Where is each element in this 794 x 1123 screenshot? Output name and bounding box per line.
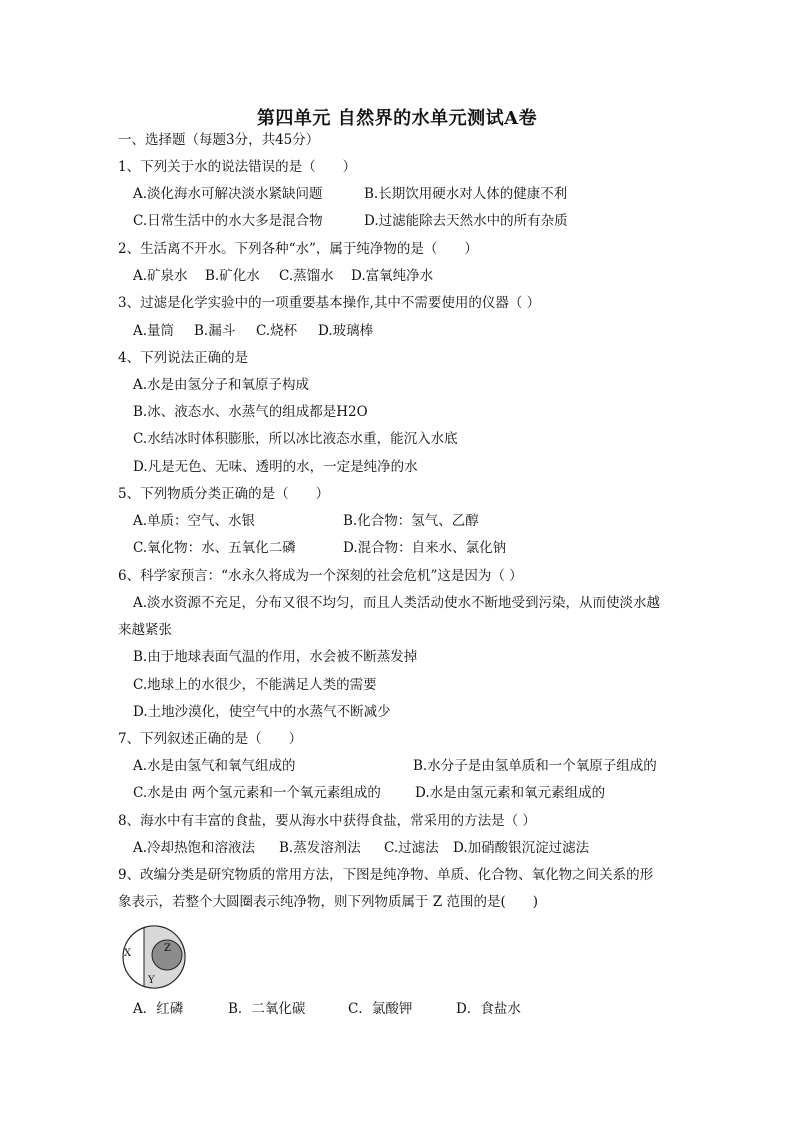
question-1-option-b: B.长期饮用硬水对人体的健康不利 (364, 186, 568, 202)
question-1-option-d: D.过滤能除去天然水中的所有杂质 (364, 213, 568, 229)
question-9-option-b: B．二氧化碳 (228, 1001, 306, 1017)
question-4-option-b: B.冰、液态水、水蒸气的组成都是H2O (133, 404, 368, 420)
question-7-option-c: C.水是由 两个氢元素和一个氧元素组成的 (133, 785, 381, 801)
question-8-option-d: D.加硝酸银沉淀过滤法 (453, 840, 590, 856)
question-6-option-c: C.地球上的水很少，不能满足人类的需要 (133, 677, 377, 693)
question-9-option-c: C．氯酸钾 (348, 1001, 413, 1017)
question-3-option-c: C.烧杯 (256, 323, 298, 339)
question-7-option-b: B.水分子是由氢单质和一个氧原子组成的 (413, 758, 657, 774)
venn-label-x: X (124, 948, 132, 959)
question-8-option-c: C.过滤法 (384, 840, 439, 856)
question-4-stem: 4、下列说法正确的是 (118, 350, 249, 366)
question-5-option-c: C.氧化物：水、五氧化二磷 (133, 540, 296, 556)
question-6-option-d: D.土地沙漠化，使空气中的水蒸气不断减少 (133, 704, 391, 720)
question-6-option-b: B.由于地球表面气温的作用，水会被不断蒸发掉 (133, 649, 418, 665)
venn-label-z: Z (164, 943, 171, 954)
question-8-option-b: B.蒸发溶剂法 (279, 840, 361, 856)
question-1-option-a: A.淡化海水可解决淡水紧缺问题 (133, 186, 323, 202)
question-5-option-d: D.混合物：自来水、氯化钠 (343, 540, 507, 556)
question-2-stem: 2、生活离不开水。下列各种“水”，属于纯净物的是（ ） (118, 241, 478, 257)
question-3-option-b: B.漏斗 (194, 323, 236, 339)
question-1-stem: 1、下列关于水的说法错误的是（ ） (118, 159, 357, 175)
question-7-option-d: D.水是由氢元素和氧元素组成的 (415, 785, 606, 801)
question-7-stem: 7、下列叙述正确的是（ ） (118, 731, 303, 747)
question-9-stem-cont: 象表示，若整个大圆圈表示纯净物，则下列物质属于 Z 范围的是( ) (118, 894, 538, 910)
question-5-option-a: A.单质：空气、水银 (133, 513, 256, 529)
question-8-option-a: A.冷却热饱和溶液法 (133, 840, 256, 856)
question-4-option-c: C.水结冰时体积膨胀，所以冰比液态水重，能沉入水底 (133, 431, 458, 447)
question-2-option-d: D.富氧纯净水 (351, 268, 434, 284)
question-8-stem: 8、海水中有丰富的食盐，要从海水中获得食盐，常采用的方法是（ ） (118, 813, 536, 829)
question-3-option-d: D.玻璃棒 (318, 323, 374, 339)
question-1-option-c: C.日常生活中的水大多是混合物 (133, 213, 323, 229)
question-2-option-b: B.矿化水 (205, 268, 260, 284)
page-title: 第四单元 自然界的水单元测试A卷 (256, 108, 538, 129)
question-2-option-c: C.蒸馏水 (279, 268, 334, 284)
question-6-option-a-cont: 来越紧张 (118, 622, 172, 638)
question-3-stem: 3、过滤是化学实验中的一项重要基本操作,其中不需要使用的仪器（ ） (118, 295, 541, 311)
question-7-option-a: A.水是由氢气和氧气组成的 (133, 758, 296, 774)
venn-diagram (118, 924, 190, 990)
venn-label-y: Y (148, 975, 155, 986)
question-6-option-a: A.淡水资源不充足，分布又很不均匀，而且人类活动使水不断地受到污染，从而使淡水越 (133, 595, 661, 611)
question-2-option-a: A.矿泉水 (133, 268, 188, 284)
question-9-option-a: A．红磷 (133, 1001, 184, 1017)
question-3-option-a: A.量筒 (133, 323, 175, 339)
question-4-option-d: D.凡是无色、无味、透明的水，一定是纯净的水 (133, 459, 418, 475)
question-6-stem: 6、科学家预言：“水永久将成为一个深刻的社会危机”这是因为（ ） (118, 568, 523, 584)
question-5-option-b: B.化合物：氢气、乙醇 (343, 513, 479, 529)
section-heading: 一、选择题（每题3分，共45分） (118, 132, 320, 148)
question-9-option-d: D．食盐水 (456, 1001, 521, 1017)
question-5-stem: 5、下列物质分类正确的是（ ） (118, 486, 330, 502)
question-4-option-a: A.水是由氢分子和氧原子构成 (133, 377, 310, 393)
question-9-stem: 9、改编分类是研究物质的常用方法，下图是纯净物、单质、化合物、氧化物之间关系的形 (118, 867, 654, 883)
